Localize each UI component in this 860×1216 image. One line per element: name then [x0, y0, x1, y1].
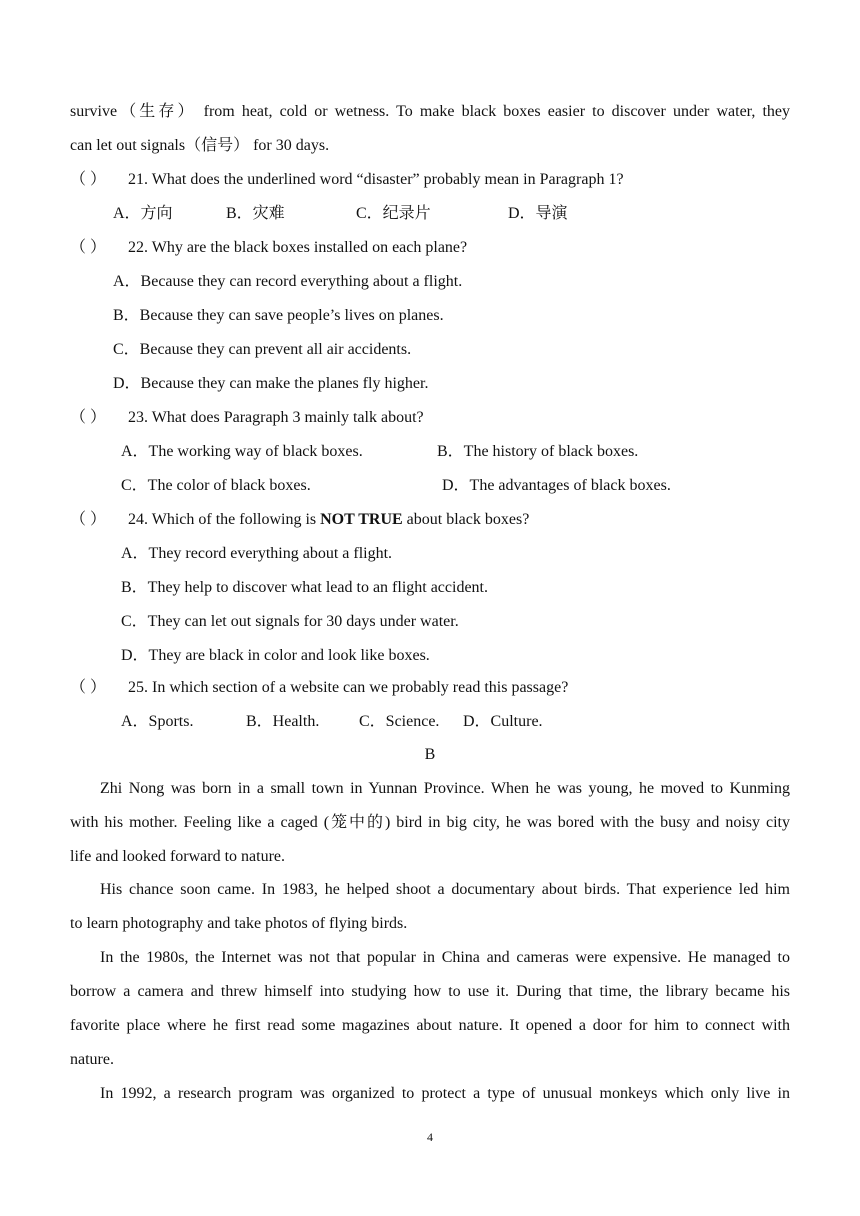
q21-option-b: B．灾难	[226, 205, 285, 222]
passage-b-p1-line2: with his mother. Feeling like a caged (笼中的) bird in big city, he was bored with the busy and noisy city	[70, 814, 790, 831]
q22-option-d: D．Because they can make the planes fly higher.	[113, 375, 429, 392]
passage-b-p3-line3: favorite place where he first read some magazines about nature. It opened a door for him to connect with	[70, 1017, 790, 1034]
question-25	[70, 678, 790, 698]
q22-option-b: B．Because they can save people’s lives on planes.	[113, 307, 444, 324]
question-22	[70, 238, 790, 258]
q23-option-a: A．The working way of black boxes.	[121, 443, 363, 460]
question-23-stem: 23. What does Paragraph 3 mainly talk about?	[128, 409, 424, 426]
q23-option-b: B．The history of black boxes.	[437, 443, 639, 460]
q21-option-d: D．导演	[508, 205, 568, 222]
passage-b-p2-line1: His chance soon came. In 1983, he helped shoot a documentary about birds. That experience led him	[100, 881, 790, 898]
passage-b-p3-line2: borrow a camera and threw himself into studying how to use it. During that time, the library became his	[70, 983, 790, 1000]
q25-option-b: B．Health.	[246, 713, 320, 730]
question-21	[70, 170, 790, 190]
q23-option-d: D．The advantages of black boxes.	[442, 477, 671, 494]
question-21-stem: 21. What does the underlined word “disaster” probably mean in Paragraph 1?	[128, 171, 624, 188]
q25-option-d: D．Culture.	[463, 713, 543, 730]
question-24-stem-post: about black boxes?	[402, 511, 530, 528]
q24-option-d: D．They are black in color and look like boxes.	[121, 647, 430, 664]
question-25-stem: 25. In which section of a website can we probably read this passage?	[128, 679, 569, 696]
question-24-stem-pre: 24. Which of the following is	[128, 511, 321, 528]
question-22-stem: 22. Why are the black boxes installed on each plane?	[128, 239, 468, 256]
passage-b-p1-line3: life and looked forward to nature.	[70, 848, 286, 865]
passage-b-p3-line4: nature.	[70, 1051, 114, 1068]
question-23	[70, 408, 790, 428]
passage-b-p2-line2: to learn photography and take photos of flying birds.	[70, 915, 408, 932]
q24-option-c: C．They can let out signals for 30 days under water.	[121, 613, 459, 630]
q21-option-a: A．方向	[113, 205, 173, 222]
q25-option-c: C．Science.	[359, 713, 440, 730]
answer-blank-21[interactable]: （ ）	[70, 171, 107, 188]
q22-option-a: A．Because they can record everything about a flight.	[113, 273, 463, 290]
passage-b-p3-line1: In the 1980s, the Internet was not that popular in China and cameras were expensive. He managed to	[100, 949, 790, 966]
q24-option-b: B．They help to discover what lead to an flight accident.	[121, 579, 489, 596]
q24-option-a: A．They record everything about a flight.	[121, 545, 393, 562]
q22-option-c: C．Because they can prevent all air accidents.	[113, 341, 412, 358]
answer-blank-23[interactable]: （ ）	[70, 409, 107, 426]
answer-blank-24[interactable]: （ ）	[70, 511, 107, 528]
intro-line-2: can let out signals（信号） for 30 days.	[70, 137, 330, 154]
page-number: 4	[427, 1130, 433, 1144]
q25-option-a: A．Sports.	[121, 713, 194, 730]
q23-option-c: C．The color of black boxes.	[121, 477, 311, 494]
question-24-stem-emphasis: NOT TRUE	[320, 511, 403, 528]
passage-b-p1-line1: Zhi Nong was born in a small town in Yunnan Province. When he was young, he moved to Kunming	[100, 780, 790, 797]
question-24	[70, 510, 790, 530]
answer-blank-22[interactable]: （ ）	[70, 239, 107, 256]
intro-line-1: survive（生存） from heat, cold or wetness. To make black boxes easier to discover under water, they	[70, 103, 790, 120]
q21-option-c: C．纪录片	[356, 205, 431, 222]
section-b-heading: B	[424, 746, 436, 763]
passage-b-p4-line1: In 1992, a research program was organized to protect a type of unusual monkeys which only live in	[100, 1085, 790, 1102]
answer-blank-25[interactable]: （ ）	[70, 679, 107, 696]
